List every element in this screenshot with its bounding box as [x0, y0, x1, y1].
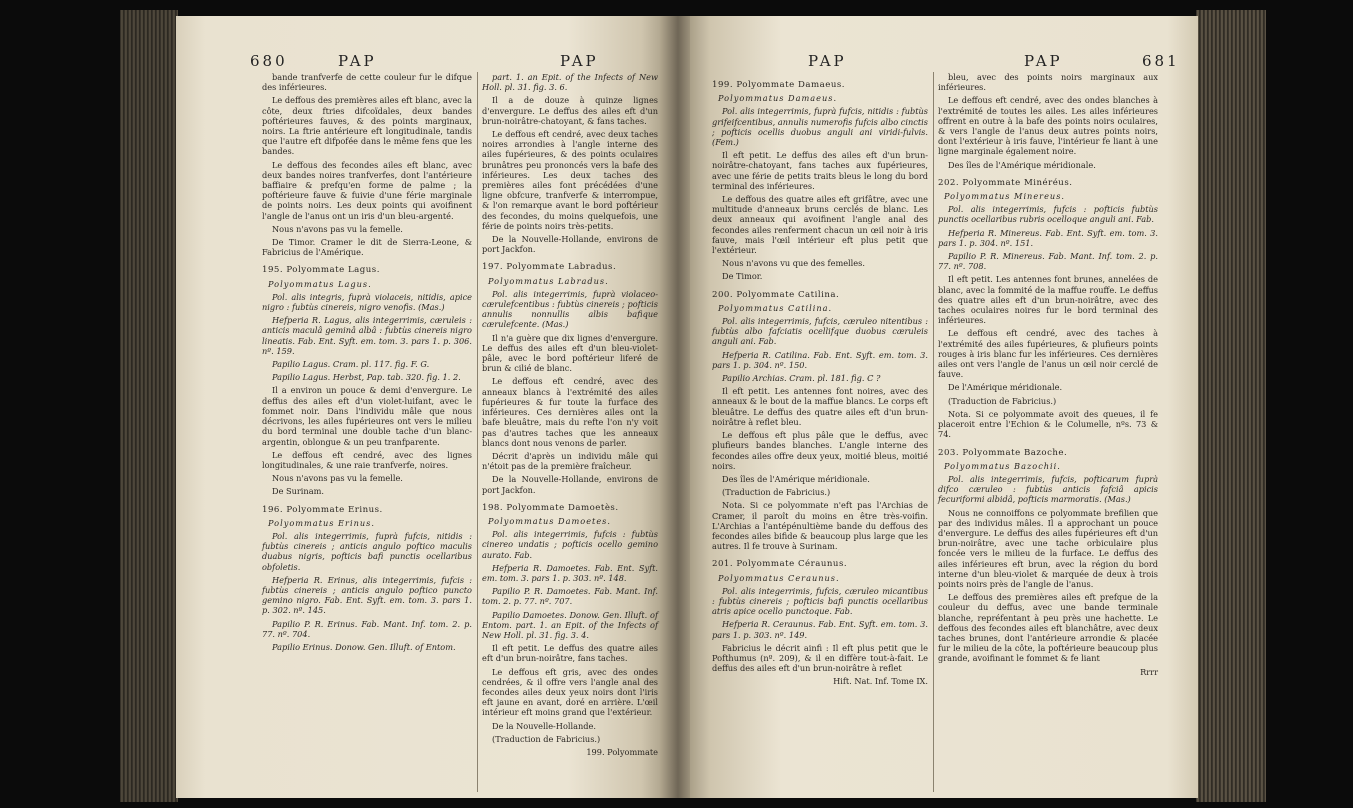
species-heading: 196. Polyommate Erinus. [262, 504, 383, 515]
text-paragraph: Fabricius le décrit ainfi : Il eft plus petit que le Pofthumus (nº. 209), & il en diffère tout-à-fait. Le deffus des ailes eft d'un brun-noirâtre à reflet [712, 642, 928, 674]
latin-description: Papilio Archias. Cram. pl. 181. fig. C ? [722, 373, 881, 384]
species-latin-name: Polyommatus Labradus. [488, 275, 609, 286]
right-header-right: PAP [1024, 52, 1063, 70]
catchword: Rrrr [1140, 666, 1158, 677]
text-paragraph: Décrit d'après un individu mâle qui n'étoit pas de la première fraîcheur. [482, 450, 658, 472]
text-paragraph: Le deffous eft cendré, avec deux taches noires arrondies à l'angle interne des ailes fupérieures, & des points oculaires brunâtres peu prononcés vers la bafe des inférieures. Les deux taches des premières ailes font précédées d'une ligne obfcure, tranfverfe & interrompue, & l'on remarque avant le bord poftérieur des fecondes, du moins quelquefois, une férie de points noirs très-petits. [482, 129, 658, 231]
species-latin-name: Polyommatus Damaeus. [718, 93, 838, 104]
text-paragraph: Le deffous des fecondes ailes eft blanc, avec deux bandes noires tranfverfes, dont l'antérieure baffiaire & prefqu'en forme de palme ; la poftérieure fauve & fuivie d'une férie marginale de points noirs. Les deux points qui avoifinent l'angle de l'anus ont un iris d'un bleu-argenté. [262, 159, 472, 221]
text-paragraph: bleu, avec des points noirs marginaux aux inférieures. [938, 72, 1158, 93]
text-paragraph: Le deffous eft cendré, avec des taches à l'extrémité des ailes fupérieures, & plufieurs points rouges à iris blanc fur les inférieures. Ces dernières ailes ont vers l'angle de l'anus un œil noir cerclé de fauve. [938, 328, 1158, 380]
text-paragraph: De la Nouvelle-Hollande, environs de port Jackfon. [482, 474, 658, 495]
text-paragraph: De la Nouvelle-Hollande. [492, 720, 596, 731]
text-paragraph: Des îles de l'Amérique méridionale. [722, 473, 870, 484]
latin-description: part. 1. an Epit. of the Infects of New Holl. pl. 31. fig. 3. 6. [482, 72, 658, 93]
text-paragraph: bande tranfverfe de cette couleur fur le difque des inférieures. [262, 72, 472, 93]
species-heading: 200. Polyommate Catilina. [712, 289, 840, 300]
latin-description: Pol. alis integerrimis, fufcis : fubtùs cinereo undatis ; pofticis ocello gemino aurato. Fab. [482, 529, 658, 560]
latin-description: Papilio Lagus. Cram. pl. 117. fig. F. G. [272, 359, 430, 370]
latin-description: Pol. alis integerrimis, fuprà fufcis, nitidis : fubtùs cinereis ; anticis angulo poftico maculis duabus nigris, pofticis bafi punctis ocellaribus obfoletis. [262, 530, 472, 572]
left-column-2 [482, 72, 658, 760]
page-edges-right [1196, 10, 1266, 802]
latin-description: Papilio Lagus. Herbst, Pap. tab. 320. fig. 1. 2. [272, 372, 461, 383]
right-column-1 [712, 72, 928, 690]
text-paragraph: De Timor. Cramer le dit de Sierra-Leone, & Fabricius de l'Amérique. [262, 237, 472, 258]
latin-description: Hefperia R. Catilina. Fab. Ent. Syft. em. tom. 3. pars 1. p. 304. nº. 150. [712, 349, 928, 370]
left-column-1 [262, 72, 472, 655]
latin-description: Pol. alis integerrimis, fufcis, cæruleo nitentibus : fubtùs albo fafciatis ocellifque duobus cæruleis anguli ani. Fab. [712, 316, 928, 347]
latin-description: Pol. alis integerrimis, fuprà violaceo-cærulefcentibus : fubtùs cinereis ; pofticis annulis nonnullis albis bafique cærulefcente. (Mas.) [482, 288, 658, 330]
species-latin-name: Polyommatus Lagus. [268, 278, 372, 289]
text-paragraph: Nota. Si ce polyommate n'eft pas l'Archias de Cramer, il paroît du moins en être très-voifin. L'Archias a l'antépénultième bande du deffous des fecondes ailes bifide & beaucoup plus large que les autres. Il fe trouve à Surinam. [712, 500, 928, 552]
text-paragraph: Il eft petit. Les antennes font brunes, annelées de blanc, avec la fommité de la maffue rouffe. Le deffus des quatre ailes eft d'un brun-noirâtre, avec des taches oculaires noires fur le bord terminal des inférieures. [938, 274, 1158, 326]
text-paragraph: Il eft petit. Le deffus des ailes eft d'un brun-noirâtre-chatoyant, fans taches aux fupérieures, avec une férie de petits traits bleus le long du bord terminal des inférieures. [712, 150, 928, 191]
species-latin-name: Polyommatus Erinus. [268, 517, 375, 528]
text-paragraph: Le deffous eft cendré, avec des ondes blanches à l'extrémité de toutes les ailes. Les ailes inférieures offrent en outre à la bafe des points noirs oculaires, & vers l'angle de l'anus deux autres points noirs, dont l'extérieur à iris fauve, l'intérieur fe liant à une ligne marginale également noire. [938, 95, 1158, 157]
species-latin-name: Polyommatus Catilina. [718, 302, 833, 313]
text-paragraph: Il a de douze à quinze lignes d'envergure. Le deffus des ailes eft d'un brun-noirâtre-chatoyant, & fans taches. [482, 95, 658, 126]
text-paragraph: Nous n'avons pas vu la femelle. [272, 223, 403, 234]
species-heading: 195. Polyommate Lagus. [262, 265, 380, 276]
species-latin-name: Polyommatus Bazochii. [944, 460, 1061, 471]
latin-description: Hefperia R. Damoetes. Fab. Ent. Syft. em. tom. 3. pars 1. p. 303. nº. 148. [482, 562, 658, 583]
latin-description: Papilio P. R. Minereus. Fab. Mant. Inf. tom. 2. p. 77. nº. 708. [938, 251, 1158, 272]
text-paragraph: Le deffous eft gris, avec des ondes cendrées, & il offre vers l'angle anal des fecondes ailes deux yeux noirs dont l'iris eft jaune en avant, doré en arrière. L'œil intérieur eft moins grand que l'extérieur. [482, 666, 658, 718]
latin-description: Pol. alis integerrimis, fufcis : pofticis fubtùs punctis ocellaribus rubris ocelloque anguli ani. Fab. [938, 204, 1158, 225]
species-heading: 197. Polyommate Labradus. [482, 262, 617, 273]
page-edges-left [120, 10, 178, 802]
text-paragraph: Le deffous des premières ailes eft blanc, avec la côte, deux ftries difcoïdales, deux bandes poftérieures fauves, & des points marginaux, noirs. La ftrie antérieure eft longitudinale, tandis que l'autre eft difpofée dans le même fens que les bandes. [262, 95, 472, 157]
species-heading: 202. Polyommate Minéréus. [938, 177, 1073, 188]
species-heading: 201. Polyommate Céraunus. [712, 559, 848, 570]
latin-description: Papilio P. R. Erinus. Fab. Mant. Inf. tom. 2. p. 77. nº. 704. [262, 618, 472, 639]
latin-description: Papilio Damoetes. Donow. Gen. Illuft. of Entom. part. 1. an Epit. of the Infects of New Holl. pl. 31. fig. 3. 4. [482, 609, 658, 640]
text-paragraph: De Timor. [722, 271, 763, 282]
text-paragraph: De Surinam. [272, 486, 324, 497]
catchword: Hift. Nat. Inf. Tome IX. [833, 676, 928, 687]
right-column-rule [933, 72, 934, 792]
text-paragraph: Le deffous des quatre ailes eft grifâtre, avec une multitude d'anneaux bruns cerclés de blanc. Les deux anneaux qui avoifinent l'angle anal des fecondes ailes renferment chacun un œil noir à iris fauve, mais l'œil intérieur eft plus petit que l'extérieur. [712, 194, 928, 256]
species-latin-name: Polyommatus Ceraunus. [718, 572, 840, 583]
text-paragraph: Le deffous eft cendré, avec des anneaux blancs à l'extrémité des ailes fupérieures & fur toute la furface des inférieures. Ces dernières ailes ont la bafe bleuâtre, mais du refte l'on n'y voit pas d'autres taches que les anneaux blancs dont nous venons de parler. [482, 376, 658, 448]
text-paragraph: Il n'a guère que dix lignes d'envergure. Le deffus des ailes eft d'un bleu-violet-pâle, avec le bord poftérieur liferé de brun & cilié de blanc. [482, 332, 658, 374]
species-latin-name: Polyommatus Damoetes. [488, 515, 611, 526]
text-paragraph: Il eft petit. Le deffus des quatre ailes eft d'un brun-noirâtre, fans taches. [482, 643, 658, 664]
latin-description: Papilio P. R. Damoetes. Fab. Mant. Inf. tom. 2. p. 77. nº. 707. [482, 586, 658, 607]
species-heading: 199. Polyommate Damaeus. [712, 80, 845, 90]
text-paragraph: Il a environ un pouce & demi d'envergure. Le deffus des ailes eft d'un violet-luifant, avec le fommet noir. Dans l'individu mâle que nous décrivons, les ailes fupérieures ont vers le milieu du bord terminal une double tache d'un blanc-argentin, oblongue & un peu tranfparente. [262, 385, 472, 447]
left-page-number: 680 [250, 52, 288, 70]
text-paragraph: De l'Amérique méridionale. [948, 382, 1063, 393]
text-paragraph: (Traduction de Fabricius.) [492, 733, 601, 744]
left-running-head [176, 22, 666, 70]
right-header-center: PAP [808, 52, 847, 70]
text-paragraph: Nous n'avons vu que des femelles. [722, 258, 865, 269]
latin-description: Hefperia R. Erinus, alis integerrimis, fufcis : fubtùs cinereis ; anticis angulo poftico puncto gemino nigro. Fab. Ent. Syft. em. tom. 3. pars 1. p. 302. nº. 145. [262, 574, 472, 616]
text-paragraph: Le deffous eft plus pâle que le deffus, avec plufieurs bandes blanches. L'angle interne des fecondes ailes offre deux yeux, moitié bleus, moitié noirs. [712, 430, 928, 471]
text-paragraph: Des îles de l'Amérique méridionale. [948, 159, 1096, 170]
latin-description: Hefperia R. Minereus. Fab. Ent. Syft. em. tom. 3. pars 1. p. 304. nº. 151. [938, 227, 1158, 248]
text-paragraph: Nous ne connoiffons ce polyommate brefilien que par des individus mâles. Il a approchant un pouce d'envergure. Le deffus des ailes fupérieures eft d'un brun-noirâtre, avec une tache orbiculaire plus foncée vers le milieu de la furface. Le deffus des ailes inférieures eft brun, avec la région du bord interne d'un bleu-violet & marquée de deux à trois points noirs près de l'angle de l'anus. [938, 507, 1158, 589]
text-paragraph: Le deffous eft cendré, avec des lignes longitudinales, & une raie tranfverfe, noires. [262, 449, 472, 470]
text-paragraph: De la Nouvelle-Hollande, environs de port Jackfon. [482, 234, 658, 255]
catchword: 199. Polyommate [586, 746, 658, 757]
species-latin-name: Polyommatus Minereus. [944, 191, 1066, 202]
text-paragraph: (Traduction de Fabricius.) [948, 395, 1057, 406]
species-heading: 203. Polyommate Bazoche. [938, 447, 1068, 458]
right-column-2 [938, 72, 1158, 680]
latin-description: Papilio Erinus. Donow. Gen. Illuft. of Entom. [272, 641, 456, 652]
species-heading: 198. Polyommate Damoetès. [482, 502, 619, 513]
right-page [690, 16, 1198, 798]
text-paragraph: Nous n'avons pas vu la femelle. [272, 473, 403, 484]
text-paragraph: (Traduction de Fabricius.) [722, 487, 831, 498]
right-page-number: 681 [1142, 52, 1180, 70]
latin-description: Hefperia R. Lagus, alis integerrimis, cæruleis : anticis maculâ geminâ albâ : fubtùs cinereis nigro lineatis. Fab. Ent. Syft. em. tom. 3. pars 1. p. 306. nº. 159. [262, 315, 472, 356]
latin-description: Pol. alis integerrimis, fufcis, cæruleo micantibus : fubtùs cinereis ; pofticis bafi punctis ocellaribus atris apice ocello punctoque. Fab. [712, 585, 928, 617]
left-header-center: PAP [560, 52, 599, 70]
left-column-rule [477, 72, 478, 792]
latin-description: Pol. alis integerrimis, fufcis, pofticarum fuprà difco cæruleo : fubtùs anticis fafciâ apicis fecuriformi albidâ, pofticis marmoratis. (Mas.) [938, 473, 1158, 505]
text-paragraph: Il eft petit. Les antennes font noires, avec des anneaux & le bout de la maffue blancs. Le corps eft bleuâtre. Le deffus des quatre ailes eft d'un brun-noirâtre à reflet bleu. [712, 386, 928, 427]
latin-description: Pol. alis integris, fuprà violaceis, nitidis, apice nigro : fubtùs cinereis, nigro venofis. (Mas.) [262, 291, 472, 313]
left-page [176, 16, 666, 798]
text-paragraph: Le deffous des premières ailes eft prefque de la couleur du deffus, avec une bande terminale blanche, repréfentant à peu près une hachette. Le deffous des fecondes ailes eft blanchâtre, avec deux taches brunes, dont l'antérieure arrondie & placée fur le milieu de la côte, la poftérieure beaucoup plus grande, avoifinant le fommet & fe liant [938, 592, 1158, 664]
right-running-head [690, 22, 1198, 70]
left-header-left: PAP [338, 52, 377, 70]
latin-description: Hefperia R. Ceraunus. Fab. Ent. Syft. em. tom. 3. pars 1. p. 303. nº. 149. [712, 619, 928, 640]
latin-description: Pol. alis integerrimis, fuprà fufcis, nitidis : fubtùs grifeifcentibus, annulis numerofis fufcis albo cinctis ; pofticis ocellis duobus anguli ani viridi-fulvis. (Fem.) [712, 106, 928, 148]
text-paragraph: Nota. Si ce polyommate avoit des queues, il fe placeroit entre l'Echion & le Columelle, nºs. 73 & 74. [938, 408, 1158, 440]
